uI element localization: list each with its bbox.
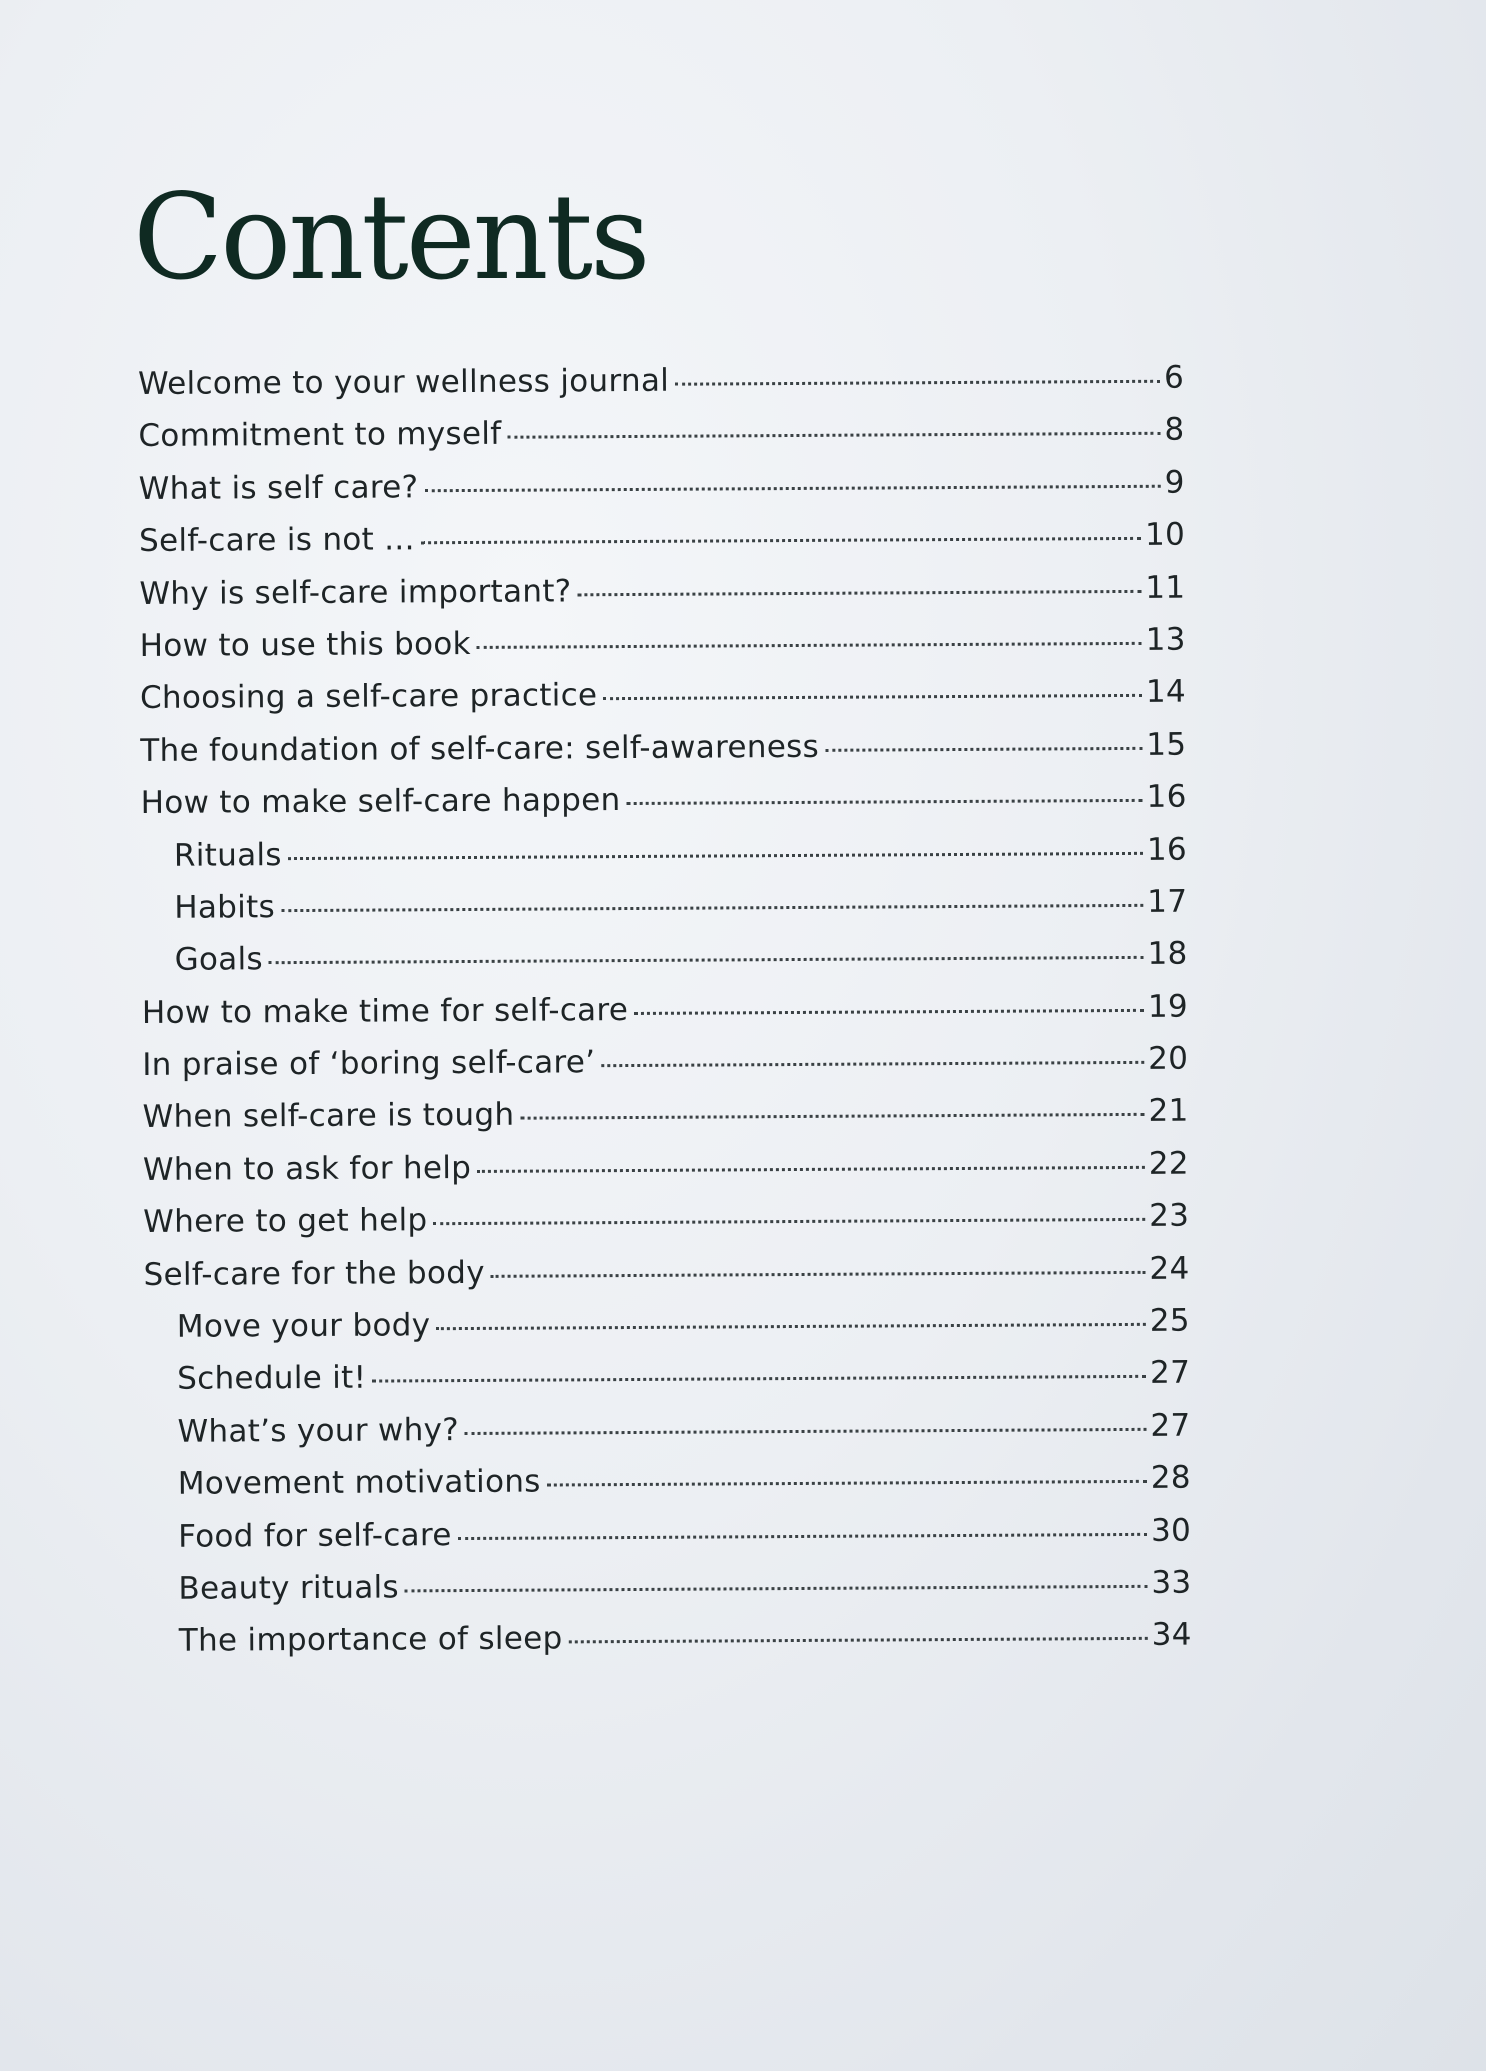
toc-entry xyxy=(138,360,1184,419)
toc-entry-title: Self-care for the body xyxy=(143,1254,485,1293)
toc-subentry xyxy=(145,1512,1191,1571)
toc-entry-title: How to make time for self-care xyxy=(141,991,629,1031)
table-of-contents xyxy=(138,360,1192,1676)
toc-subentry xyxy=(141,884,1187,943)
toc-page-number: 24 xyxy=(1149,1250,1190,1287)
toc-page-number: 21 xyxy=(1148,1093,1189,1130)
toc-page-number: 9 xyxy=(1164,464,1185,501)
toc-entry xyxy=(138,412,1184,471)
toc-subentry xyxy=(144,1303,1190,1362)
toc-page-number: 20 xyxy=(1148,1040,1189,1077)
toc-page-number: 22 xyxy=(1148,1145,1190,1182)
toc-page-number: 28 xyxy=(1150,1459,1191,1497)
dot-leader xyxy=(405,1585,1147,1593)
toc-entry xyxy=(143,1198,1189,1257)
toc-entry-title: Rituals xyxy=(173,836,282,874)
dot-leader xyxy=(436,1323,1146,1330)
toc-entry xyxy=(142,1041,1188,1100)
toc-entry-title: Self-care is not ... xyxy=(138,521,415,560)
dot-leader xyxy=(433,1218,1145,1225)
toc-page-number: 27 xyxy=(1150,1407,1191,1444)
toc-subentry xyxy=(144,1355,1190,1414)
toc-subentry xyxy=(142,936,1188,995)
toc-entry xyxy=(143,1250,1189,1309)
dot-leader xyxy=(675,380,1160,386)
dot-leader xyxy=(568,1637,1147,1644)
dot-leader xyxy=(477,1166,1145,1173)
toc-entry-title: Goals xyxy=(174,941,263,979)
toc-page-number: 6 xyxy=(1163,359,1185,396)
dot-leader xyxy=(578,589,1142,595)
dot-leader xyxy=(424,485,1160,492)
toc-page-number: 16 xyxy=(1146,831,1188,868)
dot-leader xyxy=(491,1271,1146,1278)
toc-entry-title: What’s your why? xyxy=(177,1411,460,1450)
toc-page-number: 33 xyxy=(1151,1564,1192,1601)
dot-leader xyxy=(372,1375,1146,1383)
toc-page-number: 25 xyxy=(1149,1302,1190,1339)
toc-entry xyxy=(139,569,1185,628)
dot-leader xyxy=(281,904,1143,912)
toc-entry-title: Beauty rituals xyxy=(178,1569,400,1607)
toc-page-number: 10 xyxy=(1144,516,1186,554)
dot-leader xyxy=(603,694,1142,700)
toc-entry-title: Choosing a self-care practice xyxy=(139,677,598,717)
toc-entry-title: When to ask for help xyxy=(142,1149,472,1188)
toc-entry-title: How to use this book xyxy=(139,625,471,664)
toc-entry xyxy=(140,726,1186,785)
toc-entry xyxy=(142,1093,1188,1152)
toc-subentry xyxy=(144,1407,1190,1466)
toc-page-number: 23 xyxy=(1149,1197,1190,1235)
toc-page-number: 19 xyxy=(1147,988,1189,1025)
toc-subentry xyxy=(145,1460,1191,1519)
dot-leader xyxy=(507,432,1160,439)
toc-entry-title: When self-care is tough xyxy=(142,1097,515,1136)
dot-leader xyxy=(458,1532,1147,1539)
toc-page-number: 34 xyxy=(1151,1616,1192,1654)
toc-entry xyxy=(141,779,1187,838)
dot-leader xyxy=(601,1061,1144,1067)
toc-entry xyxy=(140,674,1186,733)
toc-page-number: 30 xyxy=(1150,1512,1192,1549)
dot-leader xyxy=(477,642,1142,649)
toc-entry-title: Why is self-care important? xyxy=(139,572,572,612)
toc-page-number: 17 xyxy=(1147,883,1188,920)
toc-entry-title: Schedule it! xyxy=(177,1360,367,1398)
toc-page-number: 18 xyxy=(1147,935,1188,973)
dot-leader xyxy=(520,1113,1144,1120)
toc-entry-title: Movement motivations xyxy=(177,1463,541,1502)
toc-entry-title: The importance of sleep xyxy=(178,1620,563,1660)
toc-page-number: 8 xyxy=(1164,412,1185,449)
dot-leader xyxy=(634,1009,1144,1015)
toc-entry-title: Where to get help xyxy=(143,1202,428,1241)
dot-leader xyxy=(269,956,1144,964)
toc-entry-title: Habits xyxy=(174,889,276,926)
toc-entry-title: Welcome to your wellness journal xyxy=(138,362,670,402)
dot-leader xyxy=(421,537,1141,544)
toc-entry-title: In praise of ‘boring self-care’ xyxy=(142,1044,596,1084)
toc-page-number: 11 xyxy=(1145,569,1186,606)
toc-entry xyxy=(142,988,1188,1047)
toc-entry-title: Move your body xyxy=(176,1307,431,1345)
toc-page-number: 14 xyxy=(1145,673,1187,711)
contents-heading: Contents xyxy=(133,168,648,306)
toc-entry-title: Commitment to myself xyxy=(138,416,502,455)
toc-entry-title: Food for self-care xyxy=(178,1516,452,1555)
toc-entry xyxy=(140,622,1186,681)
dot-leader xyxy=(547,1480,1147,1487)
toc-page-number: 13 xyxy=(1145,621,1186,658)
dot-leader xyxy=(288,851,1143,859)
toc-entry-title: The foundation of self-care: self-awareness xyxy=(140,728,820,769)
dot-leader xyxy=(465,1428,1146,1435)
toc-subentry xyxy=(145,1565,1191,1624)
toc-entry xyxy=(143,1145,1189,1204)
toc-entry-title: How to make self-care happen xyxy=(140,782,621,822)
toc-subentry xyxy=(141,831,1187,890)
toc-entry-title: What is self care? xyxy=(138,469,419,507)
toc-page-number: 16 xyxy=(1146,778,1187,815)
toc-entry xyxy=(139,517,1185,576)
toc-page-number: 27 xyxy=(1150,1355,1191,1392)
dot-leader xyxy=(627,799,1143,805)
toc-subentry xyxy=(146,1617,1192,1676)
toc-entry xyxy=(139,464,1185,523)
dot-leader xyxy=(825,747,1142,752)
toc-page-number: 15 xyxy=(1146,726,1187,763)
